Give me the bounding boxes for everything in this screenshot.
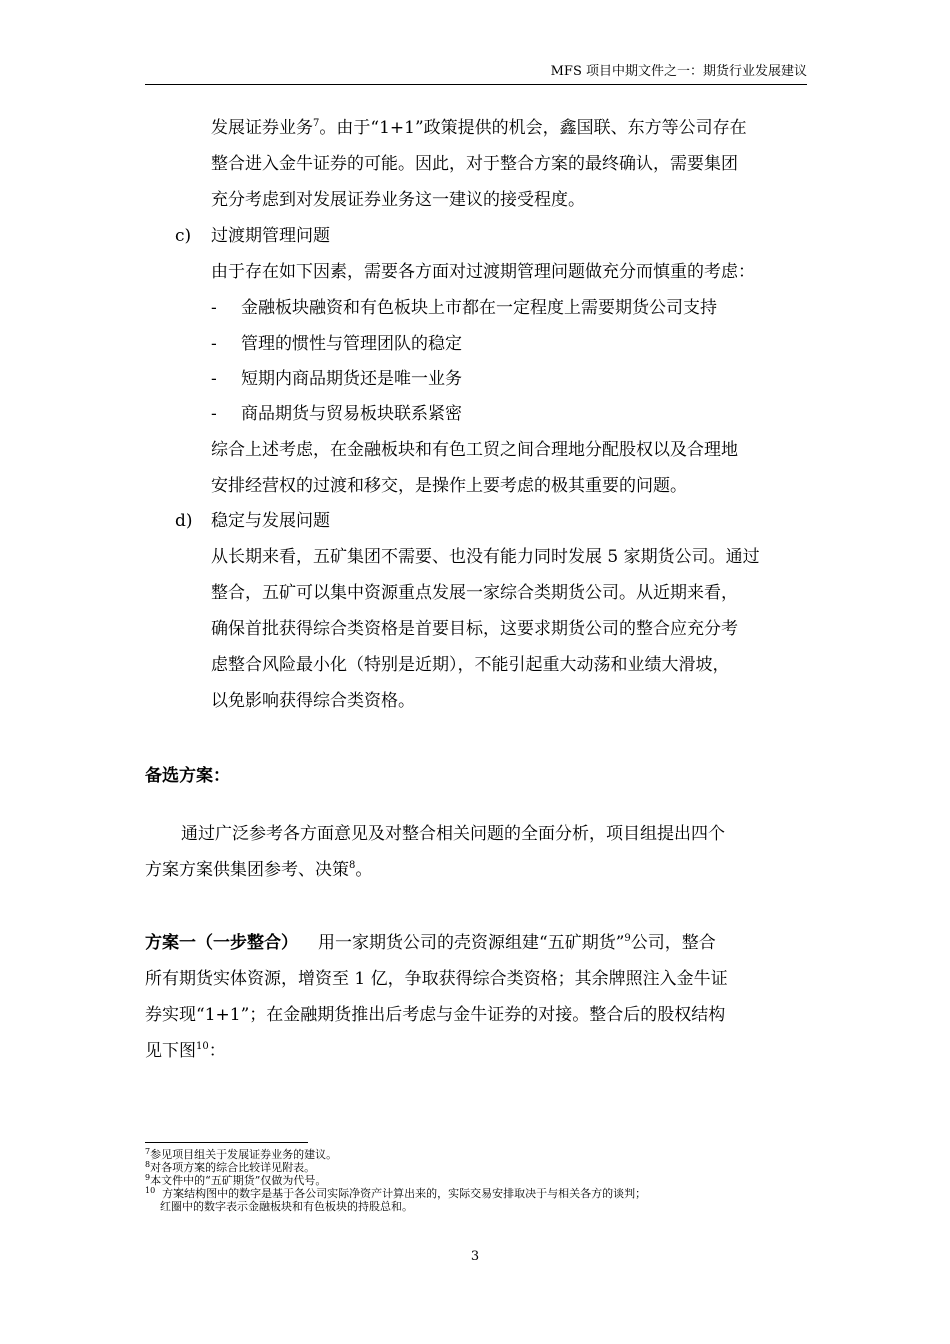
footnote-ref: 10 (196, 1041, 209, 1052)
list-item: 管理的惯性与管理团队的稳定 (241, 334, 462, 354)
bullet-dash: - (211, 334, 217, 354)
body-line: 安排经营权的过渡和移交，是操作上要考虑的极其重要的问题。 (211, 476, 687, 496)
list-item: 商品期货与贸易板块联系紧密 (241, 404, 462, 424)
bullet-dash: - (211, 369, 217, 389)
body-line: 虑整合风险最小化（特别是近期），不能引起重大动荡和业绩大滑坡， (211, 655, 730, 675)
bullet-dash: - (211, 404, 217, 424)
footnote-ref: 9 (624, 933, 631, 944)
footnote: $^7$参见项目组关于发展证券业务的建议。 (145, 1147, 338, 1161)
footnote-ref: 8 (349, 860, 356, 871)
bullet-dash: - (211, 298, 217, 318)
footnote: $^9$本文件中的“五矿期货”仅做为代号。 (145, 1173, 327, 1187)
body-line: 由于存在如下因素，需要各方面对过渡期管理问题做充分而慎重的考虑： (211, 262, 755, 282)
body-line: 方案方案供集团参考、决策$^8$。 (145, 860, 373, 880)
body-line: 确保首批获得综合类资格是首要目标，这要求期货公司的整合应充分考 (211, 619, 738, 639)
section-heading-d: 稳定与发展问题 (211, 511, 330, 531)
footnote-continuation: 红圈中的数字表示金融板块和有色板块的持股总和。 (160, 1200, 413, 1213)
body-line: 见下图$^{10}$： (145, 1041, 226, 1061)
list-item: 金融板块融资和有色板块上市都在一定程度上需要期货公司支持 (241, 298, 717, 318)
page-number: 3 (470, 1249, 480, 1264)
header-rule (145, 84, 807, 85)
body-line: 通过广泛参考各方面意见及对整合相关问题的全面分析，项目组提出四个 (181, 824, 725, 844)
list-item: 短期内商品期货还是唯一业务 (241, 369, 462, 389)
body-line: 整合，五矿可以集中资源重点发展一家综合类期货公司。从近期来看， (211, 583, 738, 603)
body-line: 整合进入金牛证券的可能。因此，对于整合方案的最终确认，需要集团 (211, 154, 738, 174)
plan-one-title: 方案一（一步整合） (145, 933, 298, 953)
body-line: 券实现“1+1”；在金融期货推出后考虑与金牛证券的对接。整合后的股权结构 (145, 1005, 726, 1025)
plan-one-paragraph-line: 方案一（一步整合） 用一家期货公司的壳资源组建“五矿期货”$^9$公司，整合 (145, 933, 716, 953)
list-marker-d: d) (175, 511, 193, 531)
footnote-separator (145, 1142, 308, 1143)
footnote: $^8$对各项方案的综合比较详见附表。 (145, 1160, 316, 1174)
section-heading-c: 过渡期管理问题 (211, 226, 330, 246)
body-line: 从长期来看，五矿集团不需要、也没有能力同时发展 5 家期货公司。通过 (211, 547, 760, 567)
running-header: MFS 项目中期文件之一：期货行业发展建议 (550, 64, 807, 79)
body-line: 综合上述考虑，在金融板块和有色工贸之间合理地分配股权以及合理地 (211, 440, 738, 460)
footnote: $^{10}$ 方案结构图中的数字是基于各公司实际净资产计算出来的，实际交易安排取决于与相关各方的谈判； (145, 1186, 647, 1200)
footnote-ref: 7 (313, 118, 320, 129)
body-line: 所有期货实体资源，增资至 1 亿，争取获得综合类资格；其余牌照注入金牛证 (145, 969, 728, 989)
body-line: 发展证券业务$^7$。由于“1+1”政策提供的机会，鑫国联、东方等公司存在 (211, 118, 747, 138)
body-line: 以免影响获得综合类资格。 (211, 691, 415, 711)
body-line: 充分考虑到对发展证券业务这一建议的接受程度。 (211, 190, 585, 210)
alternatives-heading: 备选方案： (145, 766, 230, 786)
list-marker-c: c) (175, 226, 192, 246)
